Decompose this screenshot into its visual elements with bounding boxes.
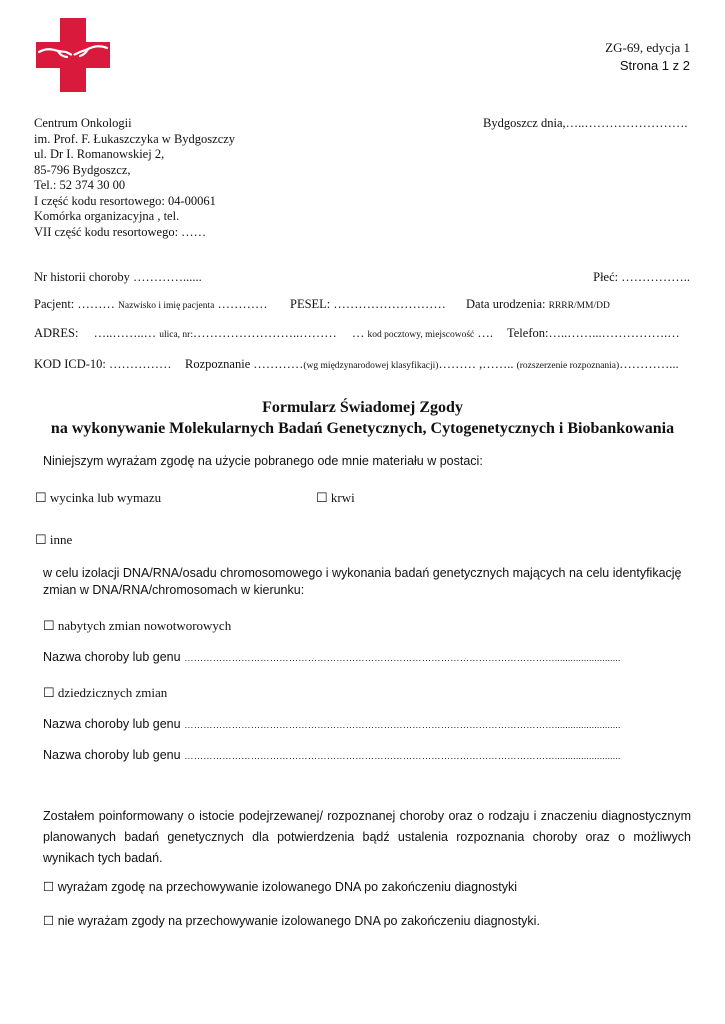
option-label: wycinka lub wymazu (49, 490, 162, 505)
checkbox-icon[interactable]: ☐ (316, 490, 328, 505)
checkbox-icon[interactable]: ☐ (43, 880, 55, 894)
option-hereditary-changes[interactable] (43, 685, 167, 701)
phone-dots: …..……...…………….… (548, 326, 680, 340)
diagnosis-dots: …………... (619, 357, 679, 371)
institution-line: VII część kodu resortowego: …… (34, 224, 207, 239)
patient-dots: ……… (77, 297, 115, 311)
icd-field (34, 357, 172, 372)
option-acquired-changes[interactable] (43, 618, 231, 634)
institution-line: Tel.: 52 374 30 00 (34, 178, 126, 192)
disease-dots: ………………………………………………………………………………………………………......................... (184, 751, 621, 762)
diagnosis-field (185, 357, 679, 372)
patient-hint: Nazwisko i imię pacjenta (118, 301, 215, 311)
option-label: nie wyrażam zgody na przechowywanie izolowanego DNA po zakończeniu diagnostyki. (57, 914, 540, 928)
institution-line: Centrum Onkologii (34, 116, 132, 130)
disease-name-field (43, 650, 621, 664)
option-biopsy[interactable] (35, 490, 161, 506)
institution-line: 85-796 Bydgoszcz, (34, 162, 131, 177)
disease-name-field (43, 717, 621, 731)
birth-hint: RRRR/MM/DD (548, 301, 610, 311)
purpose-line: zmian w DNA/RNA/chromosomach w kierunku: (43, 583, 305, 597)
option-blood[interactable] (316, 490, 355, 506)
option-label: krwi (330, 490, 355, 505)
diagnosis-label: Rozpoznanie (185, 357, 251, 371)
street-hint: ulica, nr: (159, 330, 193, 340)
diagnosis-hint: (rozszerzenie rozpoznania) (516, 361, 620, 371)
purpose-line: w celu izolacji DNA/RNA/osadu chromosomowego i wykonania badań genetycznych mających na celu identyfikację (43, 566, 682, 580)
patient-label: Pacjent: (34, 297, 75, 311)
option-label: dziedzicznych zmian (57, 685, 168, 700)
patient-name-field (34, 297, 267, 312)
checkbox-icon[interactable]: ☐ (35, 532, 47, 547)
date-line: Bydgoszcz dnia,…..……………………. (483, 116, 688, 130)
checkbox-icon[interactable]: ☐ (43, 685, 55, 700)
disease-label: Nazwa choroby lub genu (43, 650, 181, 664)
address-dots: …..……..… (93, 326, 157, 340)
address-dots: … (351, 326, 365, 340)
form-subtitle: na wykonywanie Molekularnych Badań Genetycznych, Cytogenetycznych i Biobankowania (50, 420, 675, 437)
diagnosis-dots: ………… (253, 357, 304, 371)
disease-label: Nazwa choroby lub genu (43, 717, 181, 731)
phone-label: Telefon: (507, 326, 549, 340)
history-dots: …………...... (132, 270, 202, 284)
checkbox-icon[interactable]: ☐ (43, 618, 55, 633)
institution-line: im. Prof. F. Łukaszczyka w Bydgoszczy (34, 131, 236, 146)
birth-label: Data urodzenia: (466, 297, 546, 311)
disease-dots: ………………………………………………………………………………………………………......................... (184, 720, 621, 731)
option-store-dna-no[interactable] (43, 913, 540, 928)
form-title: Formularz Świadomej Zgody (262, 399, 463, 416)
institution-line: I część kodu resortowego: 04-00061 (34, 193, 216, 208)
option-store-dna-yes[interactable] (43, 879, 517, 894)
postal-hint: kod pocztowy, miejscowość (367, 330, 475, 340)
option-other[interactable] (35, 532, 72, 548)
address-dots: ……………………..……… (192, 326, 337, 340)
pesel-field (290, 297, 446, 312)
sex-dots: …………….. (621, 270, 690, 284)
option-label: nabytych zmian nowotworowych (57, 618, 232, 633)
birth-date-field (466, 297, 610, 312)
material-intro: Niniejszym wyrażam zgodę na użycie pobranego ode mnie materiału w postaci: (43, 454, 483, 468)
disease-label: Nazwa choroby lub genu (43, 748, 181, 762)
option-label: inne (49, 532, 73, 547)
sex-label: Płeć: (593, 270, 619, 284)
checkbox-icon[interactable]: ☐ (35, 490, 47, 505)
disease-dots: ………………………………………………………………………………………………………......................... (184, 653, 621, 664)
institution-line: Komórka organizacyjna , tel. (34, 209, 180, 223)
document-code: ZG-69, edycja 1 (605, 40, 690, 55)
address-label: ADRES: (34, 326, 79, 340)
icd-dots: …………… (109, 357, 172, 371)
history-label: Nr historii choroby (34, 270, 130, 284)
address-dots: …. (477, 326, 493, 340)
patient-dots: ………… (217, 297, 268, 311)
institution-line: ul. Dr I. Romanowskiej 2, (34, 147, 165, 161)
informed-statement: Zostałem poinformowany o istocie podejrzewanej/ rozpoznanej choroby oraz o rodzaju i znaczeniu diagnostycznym planowanych badań genetycznych dla potwierdzenia bądź ustalenia rozpoznania choroby oraz o możliwych wynikach tych badań. (43, 809, 691, 865)
institution-address (34, 116, 235, 240)
checkbox-icon[interactable]: ☐ (43, 914, 55, 928)
icd-label: KOD ICD-10: (34, 357, 106, 371)
sex-field (593, 270, 690, 285)
option-label: wyrażam zgodę na przechowywanie izolowanego DNA po zakończeniu diagnostyki (57, 880, 517, 894)
pesel-dots: ……………………… (333, 297, 446, 311)
red-cross-hands-logo (36, 18, 110, 92)
history-number-field (34, 270, 202, 285)
address-field (34, 326, 493, 341)
diagnosis-dots: ……… ,…….. (438, 357, 514, 371)
pesel-label: PESEL: (290, 297, 331, 311)
phone-field (507, 326, 680, 341)
disease-name-field (43, 748, 621, 762)
diagnosis-hint: (wg międzynarodowej klasyfikacji) (303, 361, 439, 371)
page-info: Strona 1 z 2 (619, 58, 690, 73)
